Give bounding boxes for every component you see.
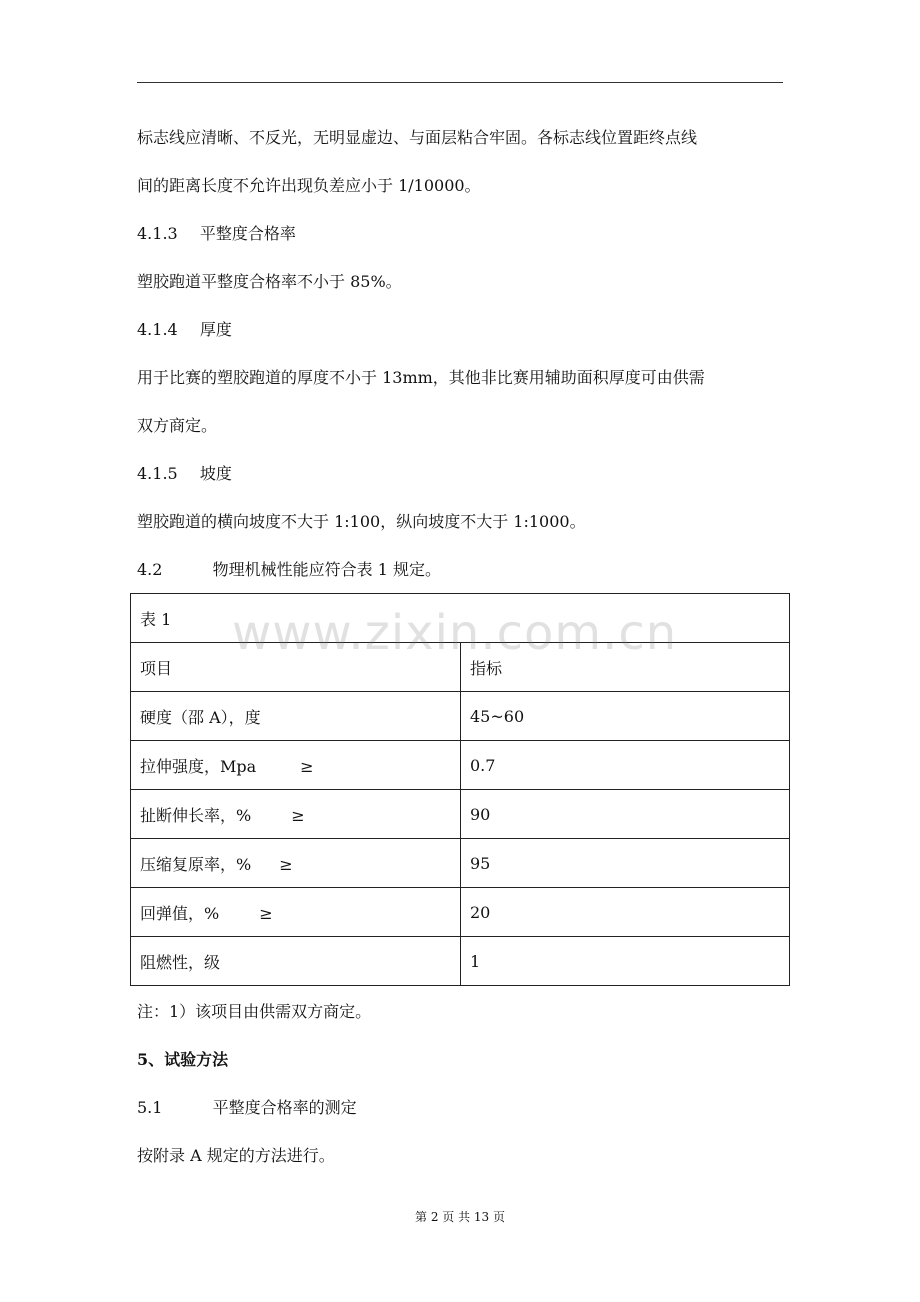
paragraph-line: 塑胶跑道平整度合格率不小于 85%。 [137, 272, 402, 291]
table-cell-item [131, 839, 461, 888]
section-number: 4.1.5 [137, 464, 178, 483]
table-note: 注：1）该项目由供需双方商定。 [137, 1002, 372, 1021]
paragraph-line: 用于比赛的塑胶跑道的厚度不小于 13mm，其他非比赛用辅助面积厚度可由供需 [137, 368, 705, 387]
paragraph-line: 塑胶跑道的横向坡度不大于 1:100，纵向坡度不大于 1:1000。 [137, 512, 586, 531]
table-header-item: 项目 [131, 643, 461, 692]
table-cell-value: 90 [461, 790, 790, 839]
paragraph-line: 双方商定。 [137, 416, 218, 435]
table-cell-value: 1 [461, 937, 790, 986]
table-cell-item [131, 937, 461, 986]
item-label: 压缩复原率，% [140, 854, 252, 874]
paragraph-line: 间的距离长度不允许出现负差应小于 1/10000。 [137, 176, 481, 195]
table-row [131, 888, 790, 937]
watermark: www.zixin.com.cn [232, 605, 678, 661]
section-title: 平整度合格率 [199, 224, 296, 243]
section-heading-4-1-4 [137, 320, 232, 340]
section-number: 4.1.3 [137, 224, 178, 243]
table-cell-value: 20 [461, 888, 790, 937]
item-label: 扯断伸长率，% [140, 805, 252, 825]
table-row [131, 839, 790, 888]
table-caption: 表 1 [131, 594, 790, 643]
comparison-sign: ≥ [300, 756, 314, 776]
comparison-sign: ≥ [291, 805, 305, 825]
table-row [131, 692, 790, 741]
section-number: 5.1 [137, 1098, 163, 1117]
section-title: 坡度 [199, 464, 232, 483]
table-cell-item [131, 741, 461, 790]
table-row [131, 790, 790, 839]
paragraph-line: 按附录 A 规定的方法进行。 [137, 1146, 335, 1165]
page-footer: 第 2 页 共 13 页 [415, 1210, 505, 1224]
item-label: 回弹值，% [140, 903, 220, 923]
item-label: 阻燃性，级 [140, 952, 221, 972]
section-title: 平整度合格率的测定 [212, 1098, 357, 1117]
table-row [131, 741, 790, 790]
comparison-sign: ≥ [259, 903, 273, 923]
section-number: 4.1.4 [137, 320, 178, 339]
table-cell-value: 45~60 [461, 692, 790, 741]
section-heading-5: 5、试验方法 [137, 1050, 229, 1069]
comparison-sign: ≥ [279, 854, 293, 874]
section-heading-4-2 [137, 560, 441, 580]
table-cell-item [131, 790, 461, 839]
table-cell-item [131, 888, 461, 937]
table-row [131, 937, 790, 986]
section-heading-5-1 [137, 1098, 357, 1118]
table-header-value: 指标 [461, 643, 790, 692]
section-heading-4-1-3 [137, 224, 296, 244]
item-label: 拉伸强度，Mpa [140, 756, 257, 776]
section-heading-4-1-5 [137, 464, 232, 484]
paragraph-line: 标志线应清晰、不反光，无明显虚边、与面层粘合牢固。各标志线位置距终点线 [137, 128, 698, 147]
item-label: 硬度（邵 A），度 [140, 707, 261, 727]
table-cell-value: 95 [461, 839, 790, 888]
table-cell-value: 0.7 [461, 741, 790, 790]
section-number: 4.2 [137, 560, 163, 579]
section-title: 厚度 [199, 320, 232, 339]
header-rule [137, 82, 783, 83]
section-title: 物理机械性能应符合表 1 规定。 [212, 560, 441, 579]
table-cell-item [131, 692, 461, 741]
